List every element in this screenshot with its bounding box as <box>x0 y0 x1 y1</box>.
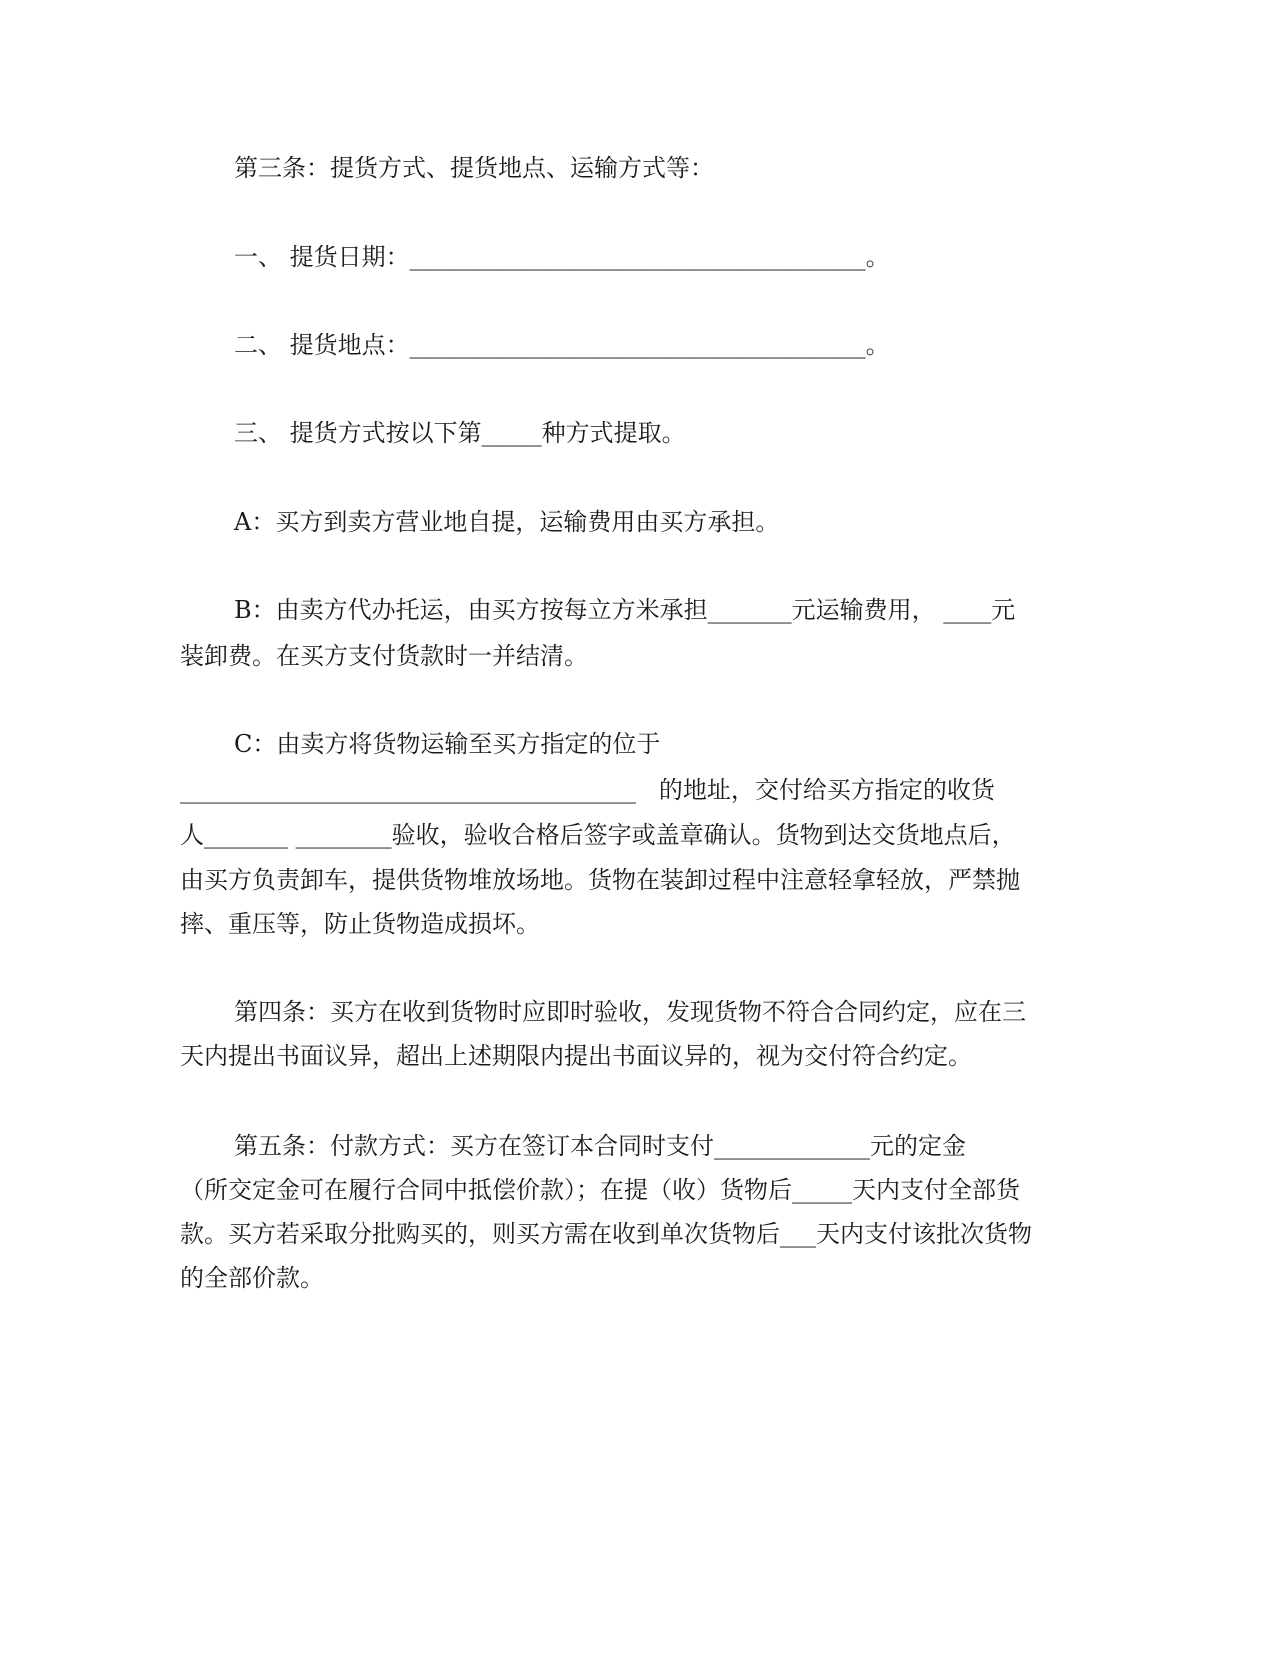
article5-line: 第五条：付款方式：买方在签订本合同时支付_____________元的定金 <box>234 1132 966 1160</box>
pickup-location-item: 二、 提货地点：______________________________________。 <box>234 331 890 359</box>
option-c-line: 人_______ ________验收，验收合格后签字或盖章确认。货物到达交货地点后， <box>180 821 1016 849</box>
option-c-line: 由买方负责卸车，提供货物堆放场地。货物在装卸过程中注意轻拿轻放，严禁抛 <box>180 866 1020 894</box>
pickup-method-item: 三、 提货方式按以下第_____种方式提取。 <box>234 419 686 447</box>
pickup-date-item: 一、 提货日期：______________________________________。 <box>234 243 890 271</box>
option-c-line: C：由卖方将货物运输至买方指定的位于 <box>234 730 661 758</box>
option-c-line: ______________________________________ 的地址，交付给买方指定的收货 <box>180 776 995 804</box>
article4-line: 第四条：买方在收到货物时应即时验收，发现货物不符合合同约定，应在三 <box>234 998 1026 1026</box>
article5-line: 款。买方若采取分批购买的，则买方需在收到单次货物后___天内支付该批次货物 <box>180 1220 1032 1248</box>
option-b-line: B：由卖方代办托运，由买方按每立方米承担_______元运输费用， ____元 <box>234 596 1016 624</box>
option-b-line: 装卸费。在买方支付货款时一并结清。 <box>180 642 588 670</box>
option-c-line: 摔、重压等，防止货物造成损坏。 <box>180 910 540 938</box>
article4-line: 天内提出书面议异，超出上述期限内提出书面议异的，视为交付符合约定。 <box>180 1042 972 1070</box>
article5-line: （所交定金可在履行合同中抵偿价款）；在提（收）货物后_____天内支付全部货 <box>180 1176 1020 1204</box>
article5-line: 的全部价款。 <box>180 1264 324 1292</box>
article3-title: 第三条：提货方式、提货地点、运输方式等： <box>234 154 714 182</box>
option-a: A：买方到卖方营业地自提，运输费用由买方承担。 <box>234 508 780 536</box>
